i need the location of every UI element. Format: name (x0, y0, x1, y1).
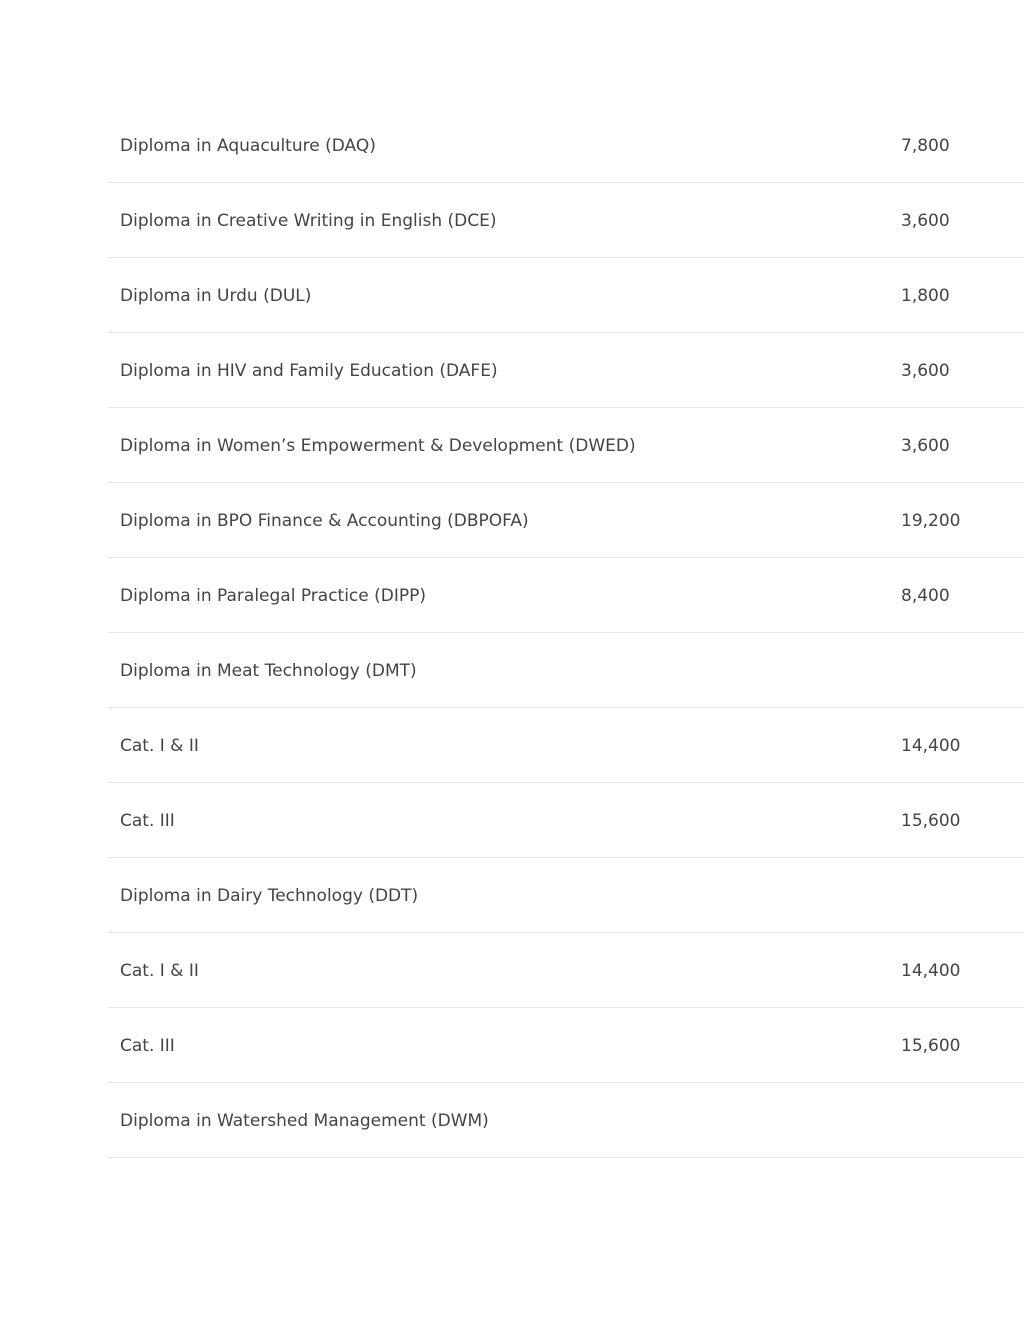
program-fee: 14,400 (901, 736, 961, 756)
program-name: Diploma in Paralegal Practice (DIPP) (120, 586, 427, 606)
table-row (108, 1008, 1024, 1083)
table-row (108, 858, 1024, 933)
program-name: Diploma in Dairy Technology (DDT) (120, 886, 419, 906)
program-name: Diploma in HIV and Family Education (DAFE) (120, 361, 498, 381)
program-name: Cat. III (120, 1036, 175, 1056)
program-fee: 15,600 (901, 811, 961, 831)
table-row (108, 933, 1024, 1008)
table-row (108, 483, 1024, 558)
table-row (108, 108, 1024, 183)
program-fee: 7,800 (901, 136, 950, 156)
program-name: Diploma in Women’s Empowerment & Development (DWED) (120, 436, 636, 456)
program-name: Diploma in BPO Finance & Accounting (DBPOFA) (120, 511, 529, 531)
table-row (108, 633, 1024, 708)
program-fee: 3,600 (901, 436, 950, 456)
program-name: Cat. III (120, 811, 175, 831)
program-name: Diploma in Aquaculture (DAQ) (120, 136, 376, 156)
program-fee: 19,200 (901, 511, 961, 531)
table-row (108, 183, 1024, 258)
program-name: Cat. I & II (120, 736, 199, 756)
table-row (108, 333, 1024, 408)
program-fee: 14,400 (901, 961, 961, 981)
program-name: Cat. I & II (120, 961, 199, 981)
program-fee: 8,400 (901, 586, 950, 606)
table-row (108, 708, 1024, 783)
program-fee: 1,800 (901, 286, 950, 306)
table-row (108, 1083, 1024, 1158)
program-name: Diploma in Creative Writing in English (DCE) (120, 211, 497, 231)
program-fee: 3,600 (901, 361, 950, 381)
program-name: Diploma in Meat Technology (DMT) (120, 661, 417, 681)
program-name: Diploma in Urdu (DUL) (120, 286, 312, 306)
program-name: Diploma in Watershed Management (DWM) (120, 1111, 489, 1131)
table-row (108, 558, 1024, 633)
table-row (108, 408, 1024, 483)
fee-table (108, 108, 1024, 1158)
table-row (108, 783, 1024, 858)
program-fee: 15,600 (901, 1036, 961, 1056)
table-row (108, 258, 1024, 333)
program-fee: 3,600 (901, 211, 950, 231)
